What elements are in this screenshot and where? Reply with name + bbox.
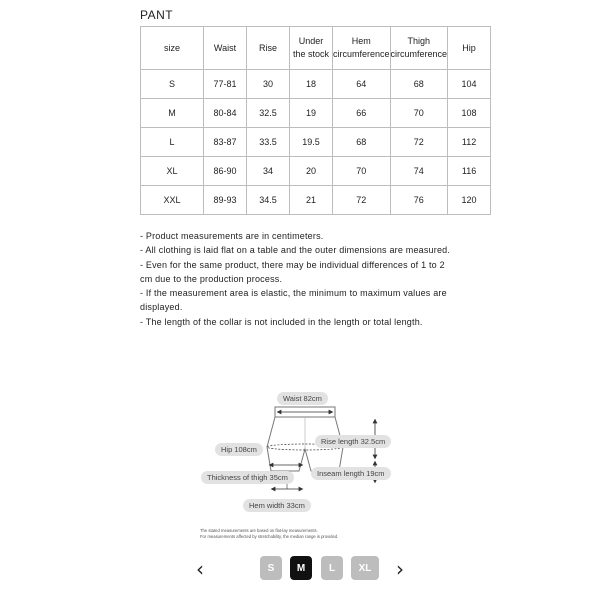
note-line: displayed. bbox=[140, 302, 183, 313]
cell-thigh: 70 bbox=[390, 99, 448, 128]
note-line: - The length of the collar is not included in the length or total length. bbox=[140, 316, 423, 327]
cell-under-stock: 19 bbox=[290, 99, 333, 128]
table-row bbox=[141, 186, 491, 215]
table-header-row bbox=[141, 27, 491, 70]
cell-thigh: 68 bbox=[390, 70, 448, 99]
size-button-m[interactable]: M bbox=[290, 556, 312, 580]
note-line: - If the measurement area is elastic, the minimum to maximum values are bbox=[140, 288, 447, 299]
cell-size: L bbox=[141, 128, 204, 157]
cell-under-stock: 21 bbox=[290, 186, 333, 215]
cell-waist: 86-90 bbox=[204, 157, 247, 186]
cell-hip: 116 bbox=[448, 157, 491, 186]
page-title: PANT bbox=[140, 8, 174, 22]
cell-rise: 33.5 bbox=[247, 128, 290, 157]
cell-size: S bbox=[141, 70, 204, 99]
cell-hip: 108 bbox=[448, 99, 491, 128]
cell-hip: 112 bbox=[448, 128, 491, 157]
prev-size-button[interactable] bbox=[196, 558, 204, 580]
size-button-s[interactable]: S bbox=[260, 556, 282, 580]
size-button-l[interactable]: L bbox=[321, 556, 343, 580]
header-under-stock: Under the stock bbox=[290, 27, 333, 70]
table-row bbox=[141, 157, 491, 186]
table-row bbox=[141, 128, 491, 157]
cell-under-stock: 19.5 bbox=[290, 128, 333, 157]
cell-rise: 34 bbox=[247, 157, 290, 186]
cell-rise: 34.5 bbox=[247, 186, 290, 215]
note-line: - All clothing is laid flat on a table and the outer dimensions are measured. bbox=[140, 245, 451, 256]
chevron-right-icon: › bbox=[396, 557, 404, 581]
cell-thigh: 74 bbox=[390, 157, 448, 186]
note-line: - Even for the same product, there may be individual differences of 1 to 2 bbox=[140, 259, 445, 270]
measurement-notes bbox=[140, 229, 470, 329]
cell-hem: 72 bbox=[333, 186, 391, 215]
fine-print bbox=[200, 528, 338, 540]
chevron-left-icon: ‹ bbox=[196, 557, 204, 581]
cell-rise: 30 bbox=[247, 70, 290, 99]
header-waist: Waist bbox=[204, 27, 247, 70]
waist-label: Waist 82cm bbox=[277, 392, 328, 405]
hem-label: Hem width 33cm bbox=[243, 499, 311, 512]
cell-thigh: 72 bbox=[390, 128, 448, 157]
header-thigh: Thigh circumference bbox=[390, 27, 448, 70]
cell-size: M bbox=[141, 99, 204, 128]
cell-thigh: 76 bbox=[390, 186, 448, 215]
size-table bbox=[140, 26, 491, 215]
table-row bbox=[141, 99, 491, 128]
cell-hem: 64 bbox=[333, 70, 391, 99]
cell-under-stock: 20 bbox=[290, 157, 333, 186]
header-rise: Rise bbox=[247, 27, 290, 70]
next-size-button[interactable] bbox=[396, 558, 404, 580]
header-size: size bbox=[141, 27, 204, 70]
note-line: cm due to the production process. bbox=[140, 273, 283, 284]
cell-size: XL bbox=[141, 157, 204, 186]
cell-under-stock: 18 bbox=[290, 70, 333, 99]
rise-label: Rise length 32.5cm bbox=[315, 435, 391, 448]
cell-waist: 77-81 bbox=[204, 70, 247, 99]
table-row bbox=[141, 70, 491, 99]
cell-waist: 89-93 bbox=[204, 186, 247, 215]
cell-hem: 70 bbox=[333, 157, 391, 186]
cell-hip: 120 bbox=[448, 186, 491, 215]
note-line: - Product measurements are in centimeters. bbox=[140, 231, 324, 241]
thigh-label: Thickness of thigh 35cm bbox=[201, 471, 294, 484]
measurement-diagram bbox=[195, 385, 415, 520]
cell-waist: 80-84 bbox=[204, 99, 247, 128]
cell-waist: 83-87 bbox=[204, 128, 247, 157]
inseam-label: Inseam length 19cm bbox=[311, 467, 391, 480]
cell-size: XXL bbox=[141, 186, 204, 215]
hip-label: Hip 108cm bbox=[215, 443, 263, 456]
size-button-xl[interactable]: XL bbox=[351, 556, 379, 580]
header-hem: Hem circumference bbox=[333, 27, 391, 70]
header-hip: Hip bbox=[448, 27, 491, 70]
cell-rise: 32.5 bbox=[247, 99, 290, 128]
cell-hem: 66 bbox=[333, 99, 391, 128]
cell-hip: 104 bbox=[448, 70, 491, 99]
fine-print-line: For measurements affected by stretchability, the median range is provided. bbox=[200, 534, 339, 539]
cell-hem: 68 bbox=[333, 128, 391, 157]
fine-print-line: The stated measurements are based on flat-lay measurements. bbox=[200, 528, 318, 533]
